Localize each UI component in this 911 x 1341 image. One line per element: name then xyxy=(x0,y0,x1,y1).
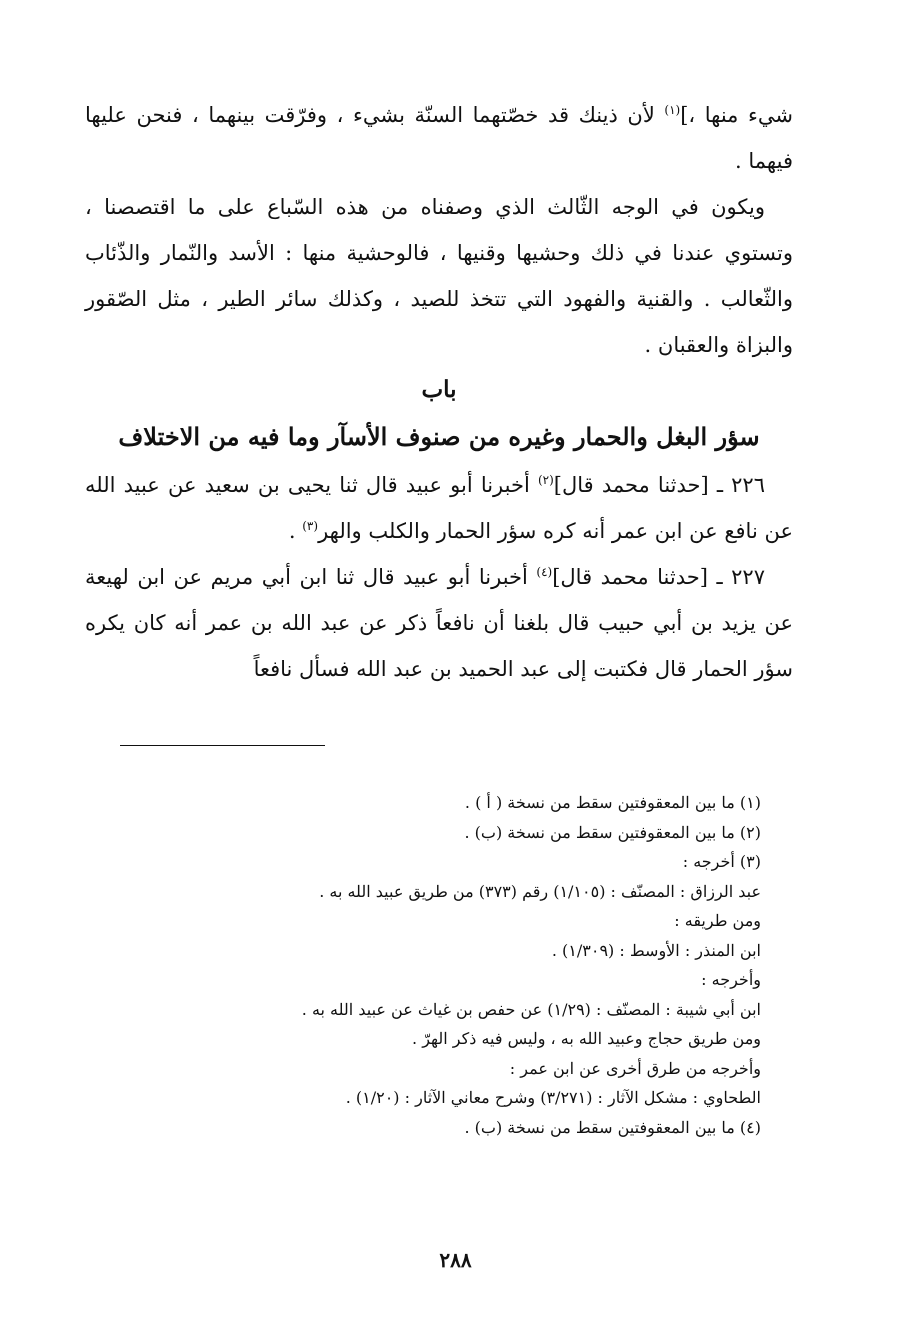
paragraph-226-text-a: ٢٢٦ ـ [حدثنا محمد قال] xyxy=(553,473,765,497)
chapter-title: سؤر البغل والحمار وغيره من صنوف الأسآر وما فيه من الاختلاف xyxy=(118,422,760,451)
footnote-line: الطحاوي : مشكل الآثار : (٣/٢٧١) وشرح معاني الآثار : (١/٢٠) . xyxy=(345,1088,761,1107)
footnote-line: ومن طريق حجاج وعبيد الله به ، وليس فيه ذكر الهرّ . xyxy=(412,1029,761,1048)
paragraph-226 xyxy=(85,462,793,554)
paragraph-226-text-c: . xyxy=(288,519,303,543)
paragraph-1-text-a: شيء منها ،] xyxy=(680,103,793,127)
footnote-ref-3: (٣) xyxy=(302,519,319,533)
paragraph-226-text-b: أخبرنا أبو عبيد قال ثنا يحيى بن سعيد عن عبيد الله عن نافع عن ابن عمر أنه كره سؤر الحمار والكلب والهر xyxy=(85,473,793,543)
page-number: ٢٨٨ xyxy=(439,1248,472,1272)
paragraph-227-text-b: أخبرنا أبو عبيد قال ثنا ابن أبي مريم عن ابن لهيعة عن يزيد بن أبي حبيب قال بلغنا أن نافعاً ذكر عن عبد الله بن عمر أنه كان يكره سؤر الحمار قال فكتبت إلى عبد الحميد بن عبد الله فسأل نافعاً xyxy=(85,565,793,681)
footnote-line: (٢) ما بين المعقوفتين سقط من نسخة (ب) . xyxy=(464,822,761,842)
footnote-ref-4: (٤) xyxy=(536,565,553,579)
paragraph-227 xyxy=(85,554,793,692)
footnote-line: (٣) أخرجه : xyxy=(682,852,761,871)
footnotes xyxy=(101,788,761,1142)
footnote-line: (١) ما بين المعقوفتين سقط من نسخة ( أ ) . xyxy=(464,793,761,812)
footnote-line: وأخرجه من طرق أخرى عن ابن عمر : xyxy=(509,1058,761,1078)
footnote-ref-2: (٢) xyxy=(537,473,554,487)
main-text xyxy=(85,92,793,692)
paragraph-1-text-b: لأن ذينك قد خصّتهما السنّة بشيء ، وفرّقت بينهما ، فنحن عليها فيهما . xyxy=(85,103,793,173)
footnote-line: ابن المنذر : الأوسط : (١/٣٠٩) . xyxy=(551,940,761,960)
paragraph-227-text-a: ٢٢٧ ـ [حدثنا محمد قال] xyxy=(552,565,765,589)
paragraph-2: ويكون في الوجه الثّالث الذي وصفناه من هذه السّباع على ما اقتصصنا ، وتستوي عندنا في ذلك وحشيها وقنيها ، فالوحشية منها : الأسد والنّمار والذّئاب والثّعالب . والقنية والفهود التي تتخذ للصيد ، وكذلك سائر الطير ، مثل الصّقور والبزاة والعقبان . xyxy=(85,195,793,357)
paragraph-1 xyxy=(85,92,793,184)
footnote-separator xyxy=(120,745,325,746)
chapter-heading: باب xyxy=(421,376,457,403)
footnote-line: ومن طريقه : xyxy=(674,911,761,930)
footnote-line: (٤) ما بين المعقوفتين سقط من نسخة (ب) . xyxy=(464,1117,761,1137)
footnote-line: عبد الرزاق : المصنّف : (١/١٠٥) رقم (٣٧٣) من طريق عبيد الله به . xyxy=(319,881,761,901)
footnote-line: ابن أبي شيبة : المصنّف : (١/٢٩) عن حفص بن غياث عن عبيد الله به . xyxy=(301,999,761,1019)
footnote-line: وأخرجه : xyxy=(701,970,761,989)
footnote-ref-1: (١) xyxy=(664,103,681,117)
